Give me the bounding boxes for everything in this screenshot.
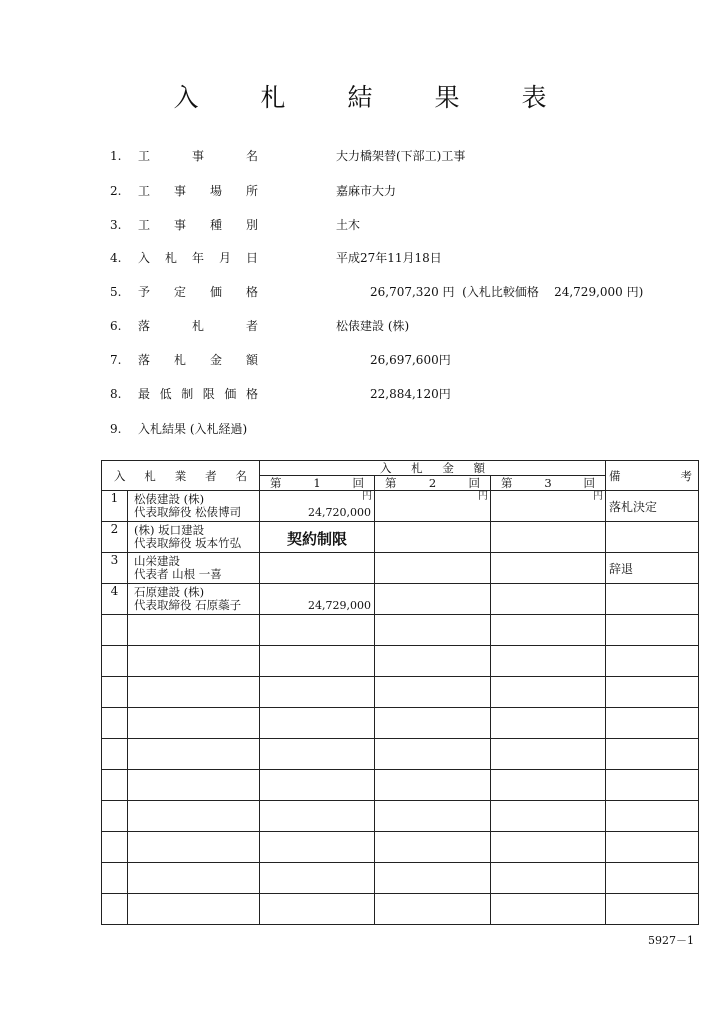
label-char: 額 xyxy=(245,353,258,367)
empty-cell xyxy=(260,708,375,739)
label-char: 所 xyxy=(245,184,258,198)
info-label: 入札結果 (入札経過) xyxy=(138,422,248,436)
label-char: 事 xyxy=(191,149,204,163)
empty-cell xyxy=(102,615,128,646)
info-row xyxy=(0,383,720,405)
label-char: 限 xyxy=(202,387,215,401)
empty-cell xyxy=(260,894,375,925)
remarks-header-char: 考 xyxy=(680,468,693,483)
empty-cell xyxy=(375,770,491,801)
empty-cell xyxy=(260,832,375,863)
label-char: 事 xyxy=(173,218,186,232)
empty-cell xyxy=(375,894,491,925)
company-name: 石原建設 (株) xyxy=(134,585,205,599)
bidder-name xyxy=(128,491,259,519)
empty-cell xyxy=(606,708,699,739)
empty-cell xyxy=(606,832,699,863)
label-char: 名 xyxy=(245,149,258,163)
row-index: 2 xyxy=(102,522,128,553)
info-row xyxy=(0,349,720,371)
empty-cell xyxy=(102,770,128,801)
table-row xyxy=(102,801,699,832)
empty-cell xyxy=(128,801,260,832)
empty-cell xyxy=(491,832,606,863)
table-row xyxy=(102,491,699,522)
company-name: 松俵建設 (株) xyxy=(134,492,205,506)
amount-header-char: 入 xyxy=(380,461,392,475)
label-char: 価 xyxy=(224,387,237,401)
empty-cell xyxy=(102,646,128,677)
page-number: 5927－1 xyxy=(648,934,694,947)
company-name: 山栄建設 xyxy=(134,554,180,568)
yen-unit: 円 xyxy=(362,491,372,502)
label-char: 別 xyxy=(245,218,258,232)
label-char: 定 xyxy=(173,285,186,299)
label-char: 工 xyxy=(138,184,151,198)
empty-cell xyxy=(606,770,699,801)
empty-cell xyxy=(491,615,606,646)
empty-cell xyxy=(128,832,260,863)
empty-cell xyxy=(491,894,606,925)
title-char: 結 xyxy=(347,83,373,112)
bidder-header-char: 札 xyxy=(144,468,156,483)
amount-header-char: 額 xyxy=(473,461,486,475)
bidder-cell xyxy=(128,522,260,553)
label-char: 金 xyxy=(209,353,222,367)
empty-cell xyxy=(102,863,128,894)
company-name: (株) 坂口建設 xyxy=(134,523,205,537)
info-value: 嘉麻市大力 xyxy=(336,184,397,198)
title-char: 果 xyxy=(434,83,460,112)
round-char: 1 xyxy=(313,476,321,490)
empty-cell xyxy=(260,646,375,677)
info-label xyxy=(138,281,258,303)
empty-cell xyxy=(128,863,260,894)
info-number: 7. xyxy=(110,353,122,367)
label-char: 月 xyxy=(218,251,231,265)
table-row xyxy=(102,863,699,894)
info-label xyxy=(138,214,258,236)
bidder-header-char: 業 xyxy=(174,468,187,483)
label-char: 札 xyxy=(173,353,186,367)
round-char: 第 xyxy=(385,476,397,490)
bidder-header-char: 名 xyxy=(235,468,247,483)
info-value: 松俵建設 (株) xyxy=(336,319,410,333)
empty-cell xyxy=(375,615,491,646)
info-value: 土木 xyxy=(336,218,361,232)
empty-cell xyxy=(375,863,491,894)
empty-cell xyxy=(606,646,699,677)
round-char: 回 xyxy=(583,476,596,490)
empty-cell xyxy=(375,677,491,708)
info-label xyxy=(138,180,258,202)
row-index: 4 xyxy=(102,584,128,615)
empty-cell xyxy=(128,677,260,708)
info-number: 9. xyxy=(110,422,122,436)
bidder-cell xyxy=(128,553,260,584)
label-char: 落 xyxy=(138,353,151,367)
label-char: 低 xyxy=(159,387,172,401)
bidder-header-char: 入 xyxy=(114,468,126,483)
label-char: 予 xyxy=(138,285,151,299)
empty-cell xyxy=(102,708,128,739)
table-row xyxy=(102,708,699,739)
table-row xyxy=(102,677,699,708)
empty-cell xyxy=(606,615,699,646)
remark-text: 辞退 xyxy=(609,562,634,576)
info-label xyxy=(138,349,258,371)
table-row xyxy=(102,553,699,584)
label-char: 者 xyxy=(245,319,258,333)
row-index: 1 xyxy=(102,491,128,522)
title-char: 札 xyxy=(260,83,286,112)
remarks-cell xyxy=(606,553,699,584)
table-row xyxy=(102,615,699,646)
bid-amount-cell xyxy=(375,553,491,584)
empty-cell xyxy=(491,863,606,894)
empty-cell xyxy=(260,863,375,894)
table-row xyxy=(102,832,699,863)
label-char: 種 xyxy=(209,218,222,232)
empty-cell xyxy=(260,615,375,646)
empty-cell xyxy=(375,801,491,832)
remarks-cell xyxy=(606,584,699,615)
bid-amount-cell xyxy=(375,491,491,522)
title-char: 表 xyxy=(521,83,547,112)
table-row xyxy=(102,646,699,677)
round-char: 第 xyxy=(501,476,513,490)
label-char: 入 xyxy=(138,251,151,265)
page-title xyxy=(0,80,720,116)
bidder-name xyxy=(128,584,259,612)
empty-cell xyxy=(260,739,375,770)
empty-cell xyxy=(491,708,606,739)
yen-unit: 円 xyxy=(593,491,604,502)
empty-cell xyxy=(491,739,606,770)
bid-amount: 24,720,000 xyxy=(308,506,371,519)
info-label xyxy=(138,247,258,269)
bidder-name xyxy=(128,522,259,550)
empty-cell xyxy=(606,801,699,832)
info-row xyxy=(0,315,720,337)
bid-amount-cell xyxy=(260,584,375,615)
round-header xyxy=(491,476,606,491)
label-char: 年 xyxy=(191,251,204,265)
empty-cell xyxy=(491,677,606,708)
empty-cell xyxy=(491,801,606,832)
label-char: 札 xyxy=(164,251,177,265)
label-char: 制 xyxy=(181,387,194,401)
bid-amount-cell xyxy=(491,553,606,584)
empty-cell xyxy=(606,894,699,925)
empty-cell xyxy=(491,646,606,677)
round-char: 回 xyxy=(468,476,480,490)
empty-cell xyxy=(128,894,260,925)
bid-amount-cell xyxy=(260,522,375,553)
info-number: 8. xyxy=(110,387,122,401)
label-char: 格 xyxy=(245,285,258,299)
table-row xyxy=(102,770,699,801)
empty-cell xyxy=(128,770,260,801)
empty-cell xyxy=(375,708,491,739)
empty-cell xyxy=(260,801,375,832)
amount-header-char: 金 xyxy=(442,461,454,475)
label-char: 日 xyxy=(245,251,258,265)
bid-amount-cell xyxy=(375,584,491,615)
empty-cell xyxy=(606,739,699,770)
round-char: 回 xyxy=(352,476,364,490)
table-row xyxy=(102,894,699,925)
empty-cell xyxy=(128,615,260,646)
bid-amount-cell xyxy=(375,522,491,553)
info-value: 大力橋架替(下部工)工事 xyxy=(336,149,466,163)
empty-cell xyxy=(606,677,699,708)
info-number: 6. xyxy=(110,319,122,333)
label-char: 事 xyxy=(173,184,186,198)
info-row xyxy=(0,281,720,303)
label-char: 札 xyxy=(191,319,204,333)
info-row xyxy=(0,214,720,236)
bidder-header xyxy=(102,461,260,491)
bid-amount-header xyxy=(260,461,606,476)
info-value: 26,707,320 円 (入札比較価格 24,729,000 円) xyxy=(370,285,644,299)
remark-text: 落札決定 xyxy=(609,500,658,514)
info-row xyxy=(0,180,720,202)
empty-cell xyxy=(375,739,491,770)
info-value: 22,884,120円 xyxy=(370,387,451,401)
label-char: 最 xyxy=(138,387,151,401)
empty-cell xyxy=(128,646,260,677)
label-char: 落 xyxy=(138,319,151,333)
round-header xyxy=(260,476,375,491)
empty-cell xyxy=(606,863,699,894)
representative-name: 代表取締役 松俵博司 xyxy=(134,505,242,519)
table-header-row xyxy=(102,461,699,476)
round-char: 3 xyxy=(544,476,552,490)
info-row xyxy=(0,418,720,440)
bidder-header-char: 者 xyxy=(205,468,217,483)
bid-amount-cell xyxy=(491,522,606,553)
bid-results-table xyxy=(101,460,699,925)
amount-header-char: 札 xyxy=(411,461,423,475)
bidder-cell xyxy=(128,491,260,522)
empty-cell xyxy=(260,677,375,708)
info-value: 平成27年11月18日 xyxy=(336,251,442,265)
empty-cell xyxy=(102,739,128,770)
table-row xyxy=(102,584,699,615)
row-index: 3 xyxy=(102,553,128,584)
representative-name: 代表取締役 坂本竹弘 xyxy=(134,536,242,550)
bid-amount-cell xyxy=(260,553,375,584)
info-label xyxy=(138,145,258,167)
yen-unit: 円 xyxy=(478,491,488,502)
empty-cell xyxy=(102,801,128,832)
info-number: 5. xyxy=(110,285,122,299)
bid-amount: 24,729,000 xyxy=(308,599,371,612)
bidder-cell xyxy=(128,584,260,615)
info-value: 26,697,600円 xyxy=(370,353,451,367)
info-row xyxy=(0,145,720,167)
empty-cell xyxy=(102,832,128,863)
empty-cell xyxy=(491,770,606,801)
bid-amount-cell xyxy=(491,491,606,522)
info-label xyxy=(138,315,258,337)
title-char: 入 xyxy=(173,83,199,112)
remarks-cell xyxy=(606,522,699,553)
contract-restricted-stamp: 契約制限 xyxy=(286,530,347,548)
label-char: 価 xyxy=(209,285,222,299)
remarks-header-char: 備 xyxy=(609,468,621,483)
info-number: 1. xyxy=(110,149,122,163)
empty-cell xyxy=(102,894,128,925)
empty-cell xyxy=(102,677,128,708)
representative-name: 代表取締役 石原蘂子 xyxy=(134,598,242,612)
info-number: 3. xyxy=(110,218,122,232)
empty-cell xyxy=(128,739,260,770)
bidder-name xyxy=(128,553,259,581)
table-row xyxy=(102,522,699,553)
empty-cell xyxy=(260,770,375,801)
round-char: 第 xyxy=(270,476,282,490)
representative-name: 代表者 山根 一喜 xyxy=(134,567,222,581)
empty-cell xyxy=(128,708,260,739)
label-char: 工 xyxy=(138,218,151,232)
info-number: 4. xyxy=(110,251,122,265)
info-number: 2. xyxy=(110,184,122,198)
table-row xyxy=(102,739,699,770)
round-header xyxy=(375,476,491,491)
empty-cell xyxy=(375,646,491,677)
bid-amount-cell xyxy=(260,491,375,522)
label-char: 場 xyxy=(209,184,222,198)
remarks-cell xyxy=(606,491,699,522)
info-row xyxy=(0,247,720,269)
bid-amount-cell xyxy=(491,584,606,615)
info-label xyxy=(138,383,258,405)
round-char: 2 xyxy=(428,476,437,490)
remarks-header xyxy=(606,461,699,491)
label-char: 格 xyxy=(245,387,258,401)
empty-cell xyxy=(375,832,491,863)
label-char: 工 xyxy=(138,149,151,163)
